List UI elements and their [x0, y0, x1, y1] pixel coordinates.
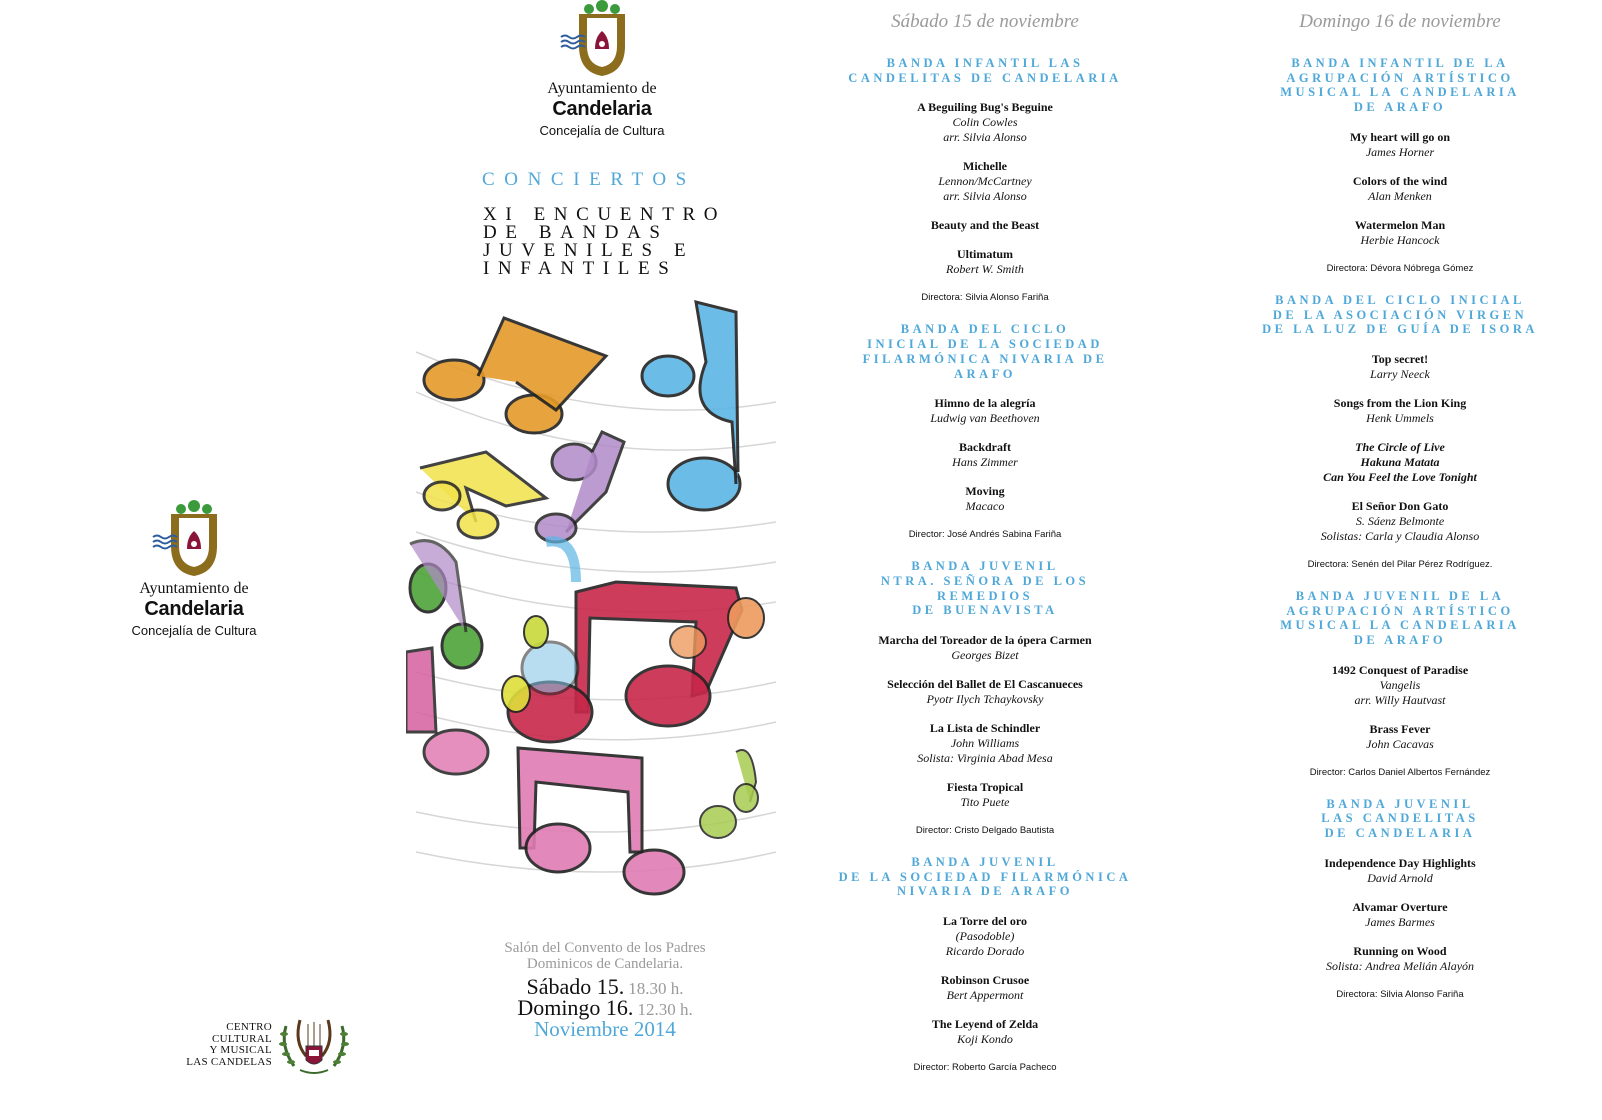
band-director: Directora: Senén del Pilar Pérez Rodríguez.	[1307, 558, 1493, 570]
band-name-line: BANDA JUVENIL	[911, 855, 1059, 870]
piece-title: Hakuna Matata	[1360, 454, 1440, 469]
orange-dot	[728, 598, 764, 638]
programme-piece	[830, 1017, 1140, 1047]
centro-line: CENTRO	[226, 1021, 272, 1033]
band-name-line: BANDA JUVENIL	[1326, 796, 1474, 811]
programme-piece	[1250, 722, 1550, 752]
piece-credit: Ricardo Dorado	[945, 944, 1025, 959]
programme-piece	[830, 159, 1140, 204]
band-director: Directora: Silvia Alonso Fariña	[921, 292, 1049, 304]
logo-line-1: Ayuntamiento de	[139, 580, 249, 597]
programme-piece	[830, 247, 1140, 277]
logo-line-2: Candelaria	[144, 598, 244, 620]
band-name-line: CANDELITAS DE CANDELARIA	[848, 70, 1122, 85]
band-name-line: AGRUPACIÓN ARTÍSTICO	[1286, 70, 1514, 85]
piece-credit: arr. Silvia Alonso	[943, 130, 1027, 145]
band-name-line: LAS CANDELITAS	[1321, 811, 1479, 826]
piece-title: Moving	[965, 484, 1005, 499]
piece-credit: Henk Ummels	[1366, 410, 1434, 425]
piece-credit: Herbie Hancock	[1360, 232, 1440, 247]
logo-line-2: Candelaria	[552, 98, 652, 120]
piece-credit: Lennon/McCartney	[938, 174, 1032, 189]
piece-title: My heart will go on	[1350, 129, 1450, 144]
piece-title: La Torre del oro	[943, 914, 1027, 929]
ayuntamiento-logo-top	[532, 0, 672, 140]
piece-title: Selección del Ballet de El Cascanueces	[887, 677, 1083, 692]
piece-credit: Pyotr Ilych Tchaykovsky	[926, 692, 1044, 707]
logo-line-3: Concejalía de Cultura	[539, 123, 665, 138]
logo-line-1: Ayuntamiento de	[547, 80, 657, 97]
lyre-laurel-emblem-icon	[276, 1012, 352, 1076]
date-time-1: 18.30 h.	[628, 979, 684, 998]
programme-piece	[1250, 130, 1550, 160]
band-name	[830, 56, 1140, 85]
piece-title: Alvamar Overture	[1352, 899, 1448, 914]
piece-credit: John Williams	[950, 736, 1020, 751]
band-name	[830, 322, 1140, 381]
orange-dot	[670, 626, 706, 658]
piece-title: Fiesta Tropical	[946, 780, 1024, 795]
band-name-line: BANDA INFANTIL LAS	[886, 56, 1084, 70]
band-director: Director: José Andrés Sabina Fariña	[908, 529, 1062, 541]
conciertos-kicker: CONCIERTOS	[482, 169, 696, 190]
band-name-line: DE LA SOCIEDAD FILARMÓNICA	[838, 869, 1132, 884]
blue-note	[642, 302, 740, 510]
piece-credit: Larry Neeck	[1370, 366, 1430, 381]
band-name-line: MUSICAL LA CANDELARIA	[1280, 85, 1520, 100]
centro-cultural-text	[172, 1022, 272, 1068]
venue	[440, 940, 770, 972]
piece-title: Beauty and the Beast	[930, 218, 1040, 233]
piece-credit: Hans Zimmer	[952, 455, 1018, 470]
piece-credit: David Arnold	[1367, 870, 1433, 885]
centro-line: LAS CANDELAS	[186, 1055, 272, 1068]
venue-line: Dominicos de Candelaria.	[526, 956, 684, 972]
piece-credit: Alan Menken	[1368, 188, 1432, 203]
piece-title: El Señor Don Gato	[1351, 498, 1449, 513]
piece-credit: Vangelis	[1379, 677, 1421, 692]
piece-title: Can You Feel the Love Tonight	[1323, 469, 1477, 484]
band-name-line: NIVARIA DE ARAFO	[897, 884, 1073, 899]
band-name-line: BANDA INFANTIL DE LA	[1291, 56, 1509, 70]
day-heading: Sábado 15 de noviembre	[891, 11, 1079, 32]
piece-credit: Koji Kondo	[957, 1032, 1013, 1047]
piece-credit: arr. Willy Hautvast	[1354, 692, 1446, 707]
date-time-2: 12.30 h.	[637, 1000, 693, 1019]
date-day-1: Sábado 15.	[526, 974, 625, 999]
band-name-line: DE ARAFO	[1353, 633, 1447, 648]
band-name	[1250, 797, 1550, 841]
piece-title: Watermelon Man	[1354, 217, 1446, 232]
piece-title: Brass Fever	[1369, 721, 1431, 736]
programme-piece	[830, 780, 1140, 810]
piece-title: Himno de la alegría	[934, 396, 1036, 411]
band-director: Director: Carlos Daniel Albertos Fernández	[1309, 766, 1491, 778]
piece-title: Michelle	[963, 159, 1007, 174]
band-name-line: BANDA DEL CICLO	[900, 322, 1070, 337]
band-name-line: DE BUENAVISTA	[912, 603, 1058, 618]
band-name-line: BANDA JUVENIL DE LA	[1295, 588, 1505, 603]
piece-credit: arr. Silvia Alonso	[943, 189, 1027, 204]
piece-credit: Solista: Virginia Abad Mesa	[917, 751, 1053, 766]
event-title	[483, 206, 733, 278]
programme-piece	[1250, 218, 1550, 248]
programme-piece	[1250, 944, 1550, 974]
band-name-line: AGRUPACIÓN ARTÍSTICO	[1286, 603, 1514, 618]
programme-piece	[1250, 900, 1550, 930]
programme-piece	[1250, 663, 1550, 708]
piece-credit: John Cacavas	[1366, 736, 1434, 751]
piece-title: Top secret!	[1371, 351, 1429, 366]
band-name	[830, 855, 1140, 899]
band-name-line: DE CANDELARIA	[1324, 826, 1476, 841]
event-title-line: JUVENILES E	[483, 240, 695, 261]
band-director: Directora: Dévora Nóbrega Gómez	[1326, 262, 1474, 274]
event-title-line: DE BANDAS	[483, 222, 669, 243]
yellow-note	[420, 452, 546, 538]
programme-piece	[830, 100, 1140, 145]
piece-credit: Solista: Andrea Melián Alayón	[1325, 958, 1475, 973]
piece-credit: Solistas: Carla y Claudia Alonso	[1320, 528, 1480, 543]
band-name-line: DE LA LUZ DE GUÍA DE ISORA	[1262, 322, 1538, 337]
piece-title: The Leyend of Zelda	[931, 1017, 1039, 1032]
piece-title: Colors of the wind	[1352, 173, 1448, 188]
programme-piece	[1250, 440, 1550, 485]
programme-piece	[1250, 396, 1550, 426]
piece-credit: Macaco	[965, 499, 1005, 514]
programme-piece	[1250, 174, 1550, 204]
piece-title: Running on Wood	[1353, 943, 1447, 958]
piece-credit: Bert Appermont	[946, 988, 1024, 1003]
programme-piece	[830, 484, 1140, 514]
centro-line: CULTURAL	[211, 1032, 272, 1045]
piece-credit: James Horner	[1365, 144, 1435, 159]
piece-title: Songs from the Lion King	[1333, 395, 1467, 410]
band-name-line: FILARMÓNICA NIVARIA DE ARAFO	[862, 351, 1108, 381]
programme-piece	[1250, 352, 1550, 382]
piece-title: The Circle of Live	[1355, 439, 1445, 454]
date-day-2: Domingo 16.	[517, 995, 634, 1020]
piece-credit: Georges Bizet	[951, 648, 1019, 663]
piece-credit: James Barmes	[1365, 914, 1435, 929]
programme-piece	[830, 721, 1140, 766]
band-name	[1250, 589, 1550, 648]
orange-note	[424, 318, 606, 433]
piece-title: A Beguiling Bug's Beguine	[917, 100, 1053, 115]
band-director: Director: Roberto García Pacheco	[913, 1062, 1057, 1074]
light-green-note	[700, 750, 758, 838]
programme-piece	[830, 914, 1140, 959]
piece-title: 1492 Conquest of Paradise	[1331, 662, 1469, 677]
programme-sunday	[1250, 10, 1550, 1019]
piece-title: Marcha del Toreador de la ópera Carmen	[878, 633, 1092, 648]
month-year: Noviembre 2014	[534, 1017, 676, 1041]
programme-piece	[830, 218, 1140, 233]
band-name-line: BANDA DEL CICLO INICIAL	[1275, 292, 1525, 307]
programme-piece	[830, 633, 1140, 663]
piece-title: La Lista de Schindler	[929, 721, 1041, 736]
band-name-line: MUSICAL LA CANDELARIA	[1280, 618, 1520, 633]
event-title-line: XI ENCUENTRO	[483, 204, 727, 225]
band-name	[1250, 293, 1550, 337]
piece-credit: Robert W. Smith	[946, 262, 1024, 277]
programme-piece	[830, 396, 1140, 426]
band-director: Director: Cristo Delgado Bautista	[915, 825, 1055, 837]
piece-title: Backdraft	[959, 440, 1011, 455]
piece-title: Independence Day Highlights	[1324, 855, 1476, 870]
day-heading: Domingo 16 de noviembre	[1299, 11, 1501, 32]
logo-line-3: Concejalía de Cultura	[131, 623, 257, 638]
candelaria-crest-icon	[149, 500, 239, 580]
piece-title: Ultimatum	[957, 247, 1013, 262]
band-name-line: DE LA ASOCIACIÓN VIRGEN	[1272, 307, 1528, 322]
venue-line: Salón del Convento de los Padres	[504, 940, 706, 956]
band-name	[1250, 56, 1550, 115]
programme-piece	[830, 677, 1140, 707]
band-name-line: NTRA. SEÑORA DE LOS REMEDIOS	[880, 573, 1090, 603]
programme-piece	[1250, 856, 1550, 886]
purple-note	[536, 432, 624, 542]
piece-credit: (Pasodoble)	[955, 929, 1015, 944]
piece-credit: Tito Puete	[960, 795, 1010, 810]
candelaria-crest-icon	[557, 0, 647, 80]
programme-piece	[830, 440, 1140, 470]
piece-credit: Colin Cowles	[952, 115, 1018, 130]
piece-credit: S. Sáenz Belmonte	[1355, 513, 1445, 528]
programme-piece	[830, 973, 1140, 1003]
programme-piece	[1250, 499, 1550, 544]
band-name-line: DE ARAFO	[1353, 100, 1447, 115]
piece-title: Robinson Crusoe	[940, 973, 1030, 988]
centro-line: Y MUSICAL	[209, 1044, 272, 1056]
ayuntamiento-logo-left	[124, 500, 264, 640]
band-name	[830, 559, 1140, 618]
event-title-line: INFANTILES	[483, 258, 678, 279]
piece-credit: Ludwig van Beethoven	[930, 411, 1040, 426]
band-director: Directora: Silvia Alonso Fariña	[1336, 988, 1464, 1000]
programme-saturday	[830, 10, 1140, 1092]
band-name-line: BANDA JUVENIL	[911, 559, 1059, 574]
music-notes-illustration	[406, 292, 786, 932]
band-name-line: INICIAL DE LA SOCIEDAD	[867, 337, 1103, 352]
